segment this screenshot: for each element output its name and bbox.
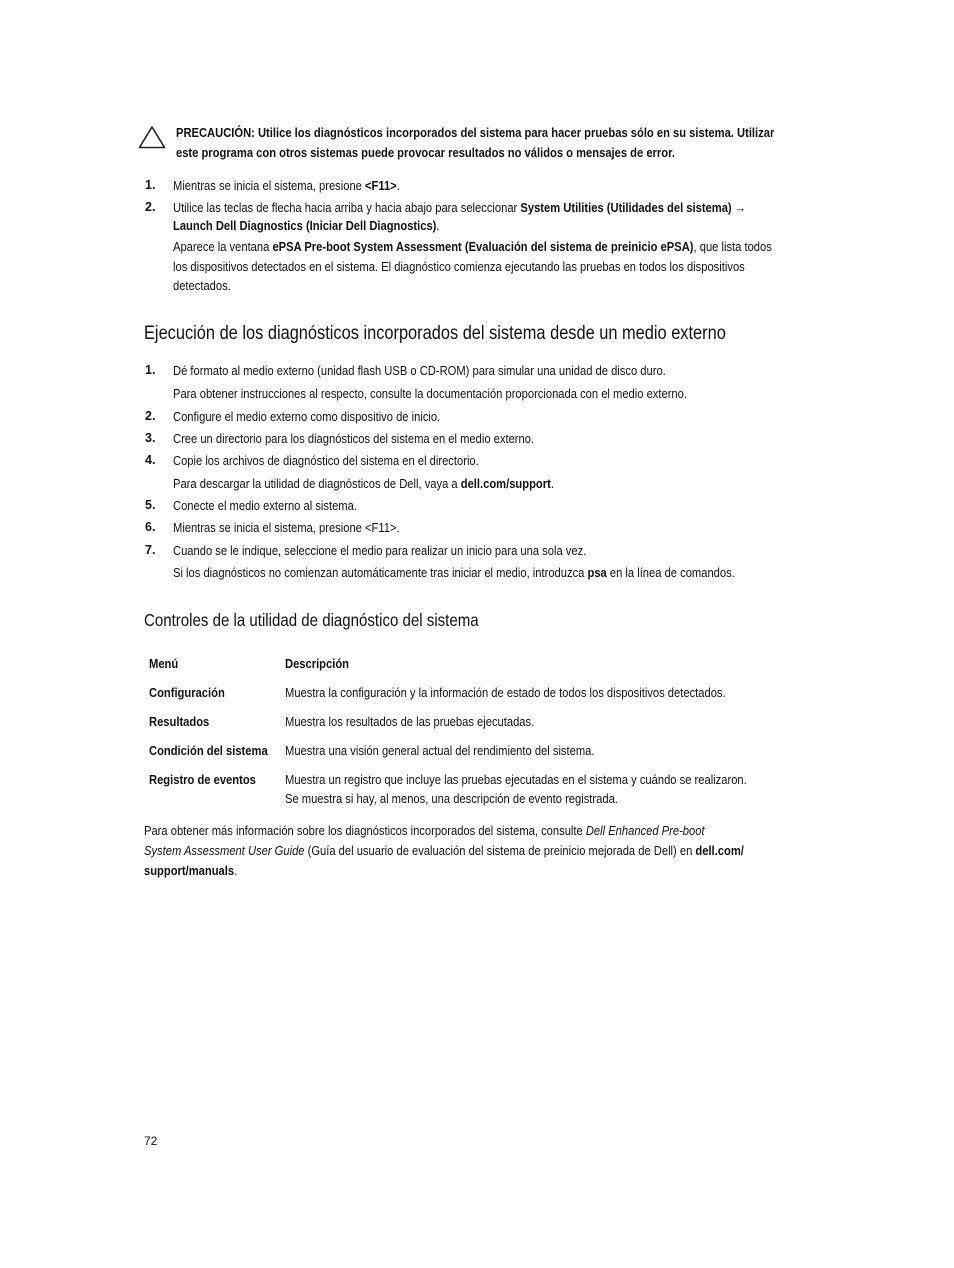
reference-line xyxy=(144,841,744,861)
step-text: Mientras se inicia el sistema, presione <F11>. xyxy=(173,520,400,535)
step-text-part: , que lista todos xyxy=(693,239,772,254)
step-note: detectados. xyxy=(173,278,231,293)
step-number: 5. xyxy=(145,498,156,512)
manuals-link[interactable]: dell.com/ xyxy=(695,843,744,858)
reference-paragraph xyxy=(144,821,744,881)
table-cell-description: Muestra los resultados de las pruebas ejecutadas. xyxy=(285,714,535,729)
key-label: <F11> xyxy=(365,178,397,193)
table-header-menu: Menú xyxy=(149,656,179,671)
table-cell-description: Muestra un registro que incluye las pruebas ejecutadas en el sistema y cuándo se realizaron. xyxy=(285,772,747,787)
step-text: Cuando se le indique, seleccione el medio para realizar un inicio para una sola vez. xyxy=(173,543,587,558)
reference-line xyxy=(144,861,744,881)
section-heading: Ejecución de los diagnósticos incorporados del sistema desde un medio externo xyxy=(144,322,726,344)
caution-line-1: PRECAUCIÓN: Utilice los diagnósticos incorporados del sistema para hacer pruebas sólo en su sistema. Utilizar xyxy=(176,125,775,140)
reference-text: (Guía del usuario de evaluación del sistema de preinicio mejorada de Dell) en xyxy=(304,843,696,858)
step-text xyxy=(173,176,400,195)
support-link[interactable]: dell.com/support xyxy=(460,476,551,491)
step-text-part: Si los diagnósticos no comienzan automáticamente tras iniciar el medio, introduzca xyxy=(173,565,588,580)
step-note xyxy=(173,474,554,493)
step-number: 1. xyxy=(145,363,156,377)
step-note xyxy=(173,563,735,582)
step-note: Para obtener instrucciones al respecto, consulte la documentación proporcionada con el medio externo. xyxy=(173,386,687,401)
step-text-part: Aparece la ventana xyxy=(173,239,273,254)
step-text xyxy=(173,216,440,235)
step-text-part: Utilice las teclas de flecha hacia arriba y hacia abajo para seleccionar xyxy=(173,200,521,215)
step-number: 3. xyxy=(145,431,156,445)
menu-path: Launch Dell Diagnostics (Iniciar Dell Diagnostics) xyxy=(173,218,437,233)
step-text-part: . xyxy=(436,218,440,233)
step-text: Conecte el medio externo al sistema. xyxy=(173,498,357,513)
guide-title: System Assessment User Guide xyxy=(144,843,305,858)
reference-line xyxy=(144,821,744,841)
table-cell-menu: Configuración xyxy=(149,685,225,700)
step-text: Configure el medio externo como dispositivo de inicio. xyxy=(173,409,441,424)
caution-text xyxy=(176,123,774,163)
step-text xyxy=(173,198,746,217)
step-text: Copie los archivos de diagnóstico del sistema en el directorio. xyxy=(173,453,479,468)
caution-line-2: este programa con otros sistemas puede provocar resultados no válidos o mensajes de error. xyxy=(176,145,675,160)
reference-text: . xyxy=(234,863,238,878)
guide-title: Dell Enhanced Pre-boot xyxy=(585,823,705,838)
step-note xyxy=(173,237,772,256)
step-text: Cree un directorio para los diagnósticos del sistema en el medio externo. xyxy=(173,431,535,446)
section-heading: Controles de la utilidad de diagnóstico del sistema xyxy=(144,610,479,630)
table-cell-menu: Resultados xyxy=(149,714,210,729)
step-number: 2. xyxy=(145,200,156,214)
step-number: 6. xyxy=(145,520,156,534)
step-text-part: Mientras se inicia el sistema, presione xyxy=(173,178,366,193)
window-name: ePSA Pre-boot System Assessment (Evaluación del sistema de preinicio ePSA) xyxy=(272,239,694,254)
step-text-part: . xyxy=(550,476,554,491)
table-cell-description: Muestra una visión general actual del rendimiento del sistema. xyxy=(285,743,595,758)
step-text-part: Para descargar la utilidad de diagnósticos de Dell, vaya a xyxy=(173,476,461,491)
table-cell-menu: Condición del sistema xyxy=(149,743,268,758)
step-number: 2. xyxy=(145,409,156,423)
table-cell-menu: Registro de eventos xyxy=(149,772,256,787)
step-note: los dispositivos detectados en el sistema. El diagnóstico comienza ejecutando las pruebas en todos los dispositivos xyxy=(173,259,745,274)
table-header-description: Descripción xyxy=(285,656,350,671)
warning-triangle-icon xyxy=(138,125,166,149)
table-cell-description: Muestra la configuración y la información de estado de todos los dispositivos detectados. xyxy=(285,685,726,700)
step-text-part: . xyxy=(396,178,400,193)
table-cell-description: Se muestra si hay, al menos, una descripción de evento registrada. xyxy=(285,791,618,806)
step-number: 7. xyxy=(145,543,156,557)
command-text: psa xyxy=(587,565,607,580)
step-text-part: en la línea de comandos. xyxy=(606,565,735,580)
step-text: Dé formato al medio externo (unidad flash USB o CD-ROM) para simular una unidad de disco duro. xyxy=(173,363,666,378)
page-number: 72 xyxy=(144,1134,158,1148)
reference-text: Para obtener más información sobre los diagnósticos incorporados del sistema, consulte xyxy=(144,823,586,838)
manuals-link[interactable]: support/manuals xyxy=(144,863,235,878)
step-number: 4. xyxy=(145,453,156,467)
menu-path: System Utilities (Utilidades del sistema) → xyxy=(520,200,746,215)
step-number: 1. xyxy=(145,178,156,192)
